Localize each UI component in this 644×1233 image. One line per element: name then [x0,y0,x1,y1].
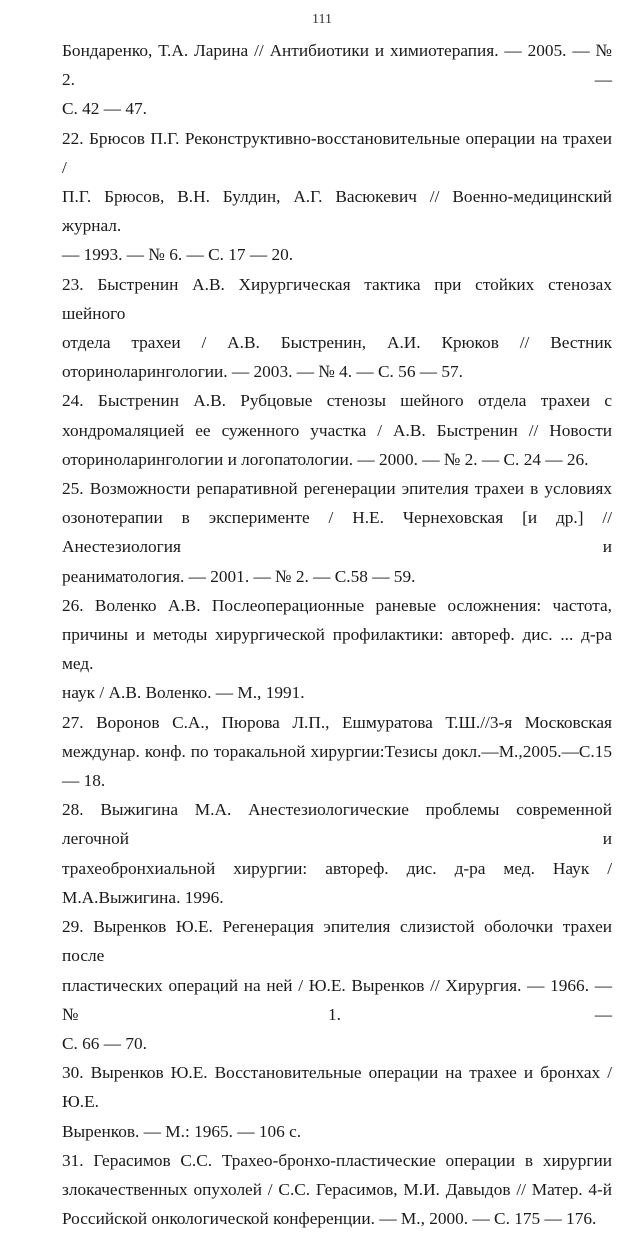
reference-line: 28. Выжигина М.А. Анестезиологические проблемы современной легочной и [62,800,612,849]
reference-entry [62,270,612,387]
reference-line: — 1993. — № 6. — С. 17 — 20. [62,245,294,265]
reference-line: С. 42 — 47. [62,99,147,119]
reference-entry [62,124,612,270]
reference-entry [62,1146,612,1233]
reference-line: 24. Быстренин А.В. Рубцовые стенозы шейного отдела трахеи с [62,391,612,411]
reference-entry [62,386,612,474]
reference-line: С. 66 — 70. [62,1033,147,1053]
reference-line: хондромаляцией ее суженного участка / А.В. Быстренин // Новости [62,420,612,440]
reference-line: отдела трахеи / А.В. Быстренин, А.И. Крюков // Вестник [62,333,612,353]
reference-line: 30. Выренков Ю.Е. Восстановительные операции на трахее и бронхах / Ю.Е. [62,1063,612,1112]
reference-line: 23. Быстренин А.В. Хирургическая тактика при стойких стенозах шейного [62,274,612,323]
reference-line: оториноларингологии. — 2003. — № 4. — С. 56 — 57. [62,362,463,382]
reference-line: реаниматология. — 2001. — № 2. — С.58 — 59. [62,566,416,586]
reference-line: 22. Брюсов П.Г. Реконструктивно-восстановительные операции на трахеи / [62,128,612,177]
reference-entry [62,795,612,912]
reference-line: 31. Герасимов С.С. Трахео-бронхо-пластические операции в хирургии [62,1150,612,1170]
reference-line: П.Г. Брюсов, В.Н. Булдин, А.Г. Васюкевич // Военно-медицинский журнал. [62,187,612,236]
reference-line: М.А.Выжигина. 1996. [62,887,224,907]
reference-line: междунар. конф. по торакальной хирургии:Тезисы докл.—М.,2005.—С.15— 18. [62,741,612,791]
reference-line: трахеобронхиальной хирургии: автореф. дис. д-ра мед. Наук / [62,858,612,878]
reference-list [62,36,612,1233]
reference-line: оториноларингологии и логопатологии. — 2000. — № 2. — С. 24 — 26. [62,449,589,469]
reference-line: 29. Выренков Ю.Е. Регенерация эпителия слизистой оболочки трахеи после [62,917,612,966]
reference-line: злокачественных опухолей / С.С. Герасимов, М.И. Давыдов // Матер. 4-й [62,1179,612,1199]
reference-line: 25. Возможности репаративной регенерации эпителия трахеи в условиях [62,479,612,499]
reference-continuation [62,36,612,124]
reference-line: 26. Воленко А.В. Послеоперационные раневые осложнения: частота, [62,595,612,615]
reference-line: озонотерапии в эксперименте / Н.Е. Чернеховская [и др.] // Анестезиология и [62,508,612,557]
reference-line: Российской онкологической конференции. — М., 2000. — С. 175 — 176. [62,1209,597,1229]
reference-entry [62,474,612,591]
reference-entry [62,1058,612,1146]
reference-line: наук / А.В. Воленко. — М., 1991. [62,683,305,703]
reference-line: пластических операций на ней / Ю.Е. Выренков // Хирургия. — 1966. — №1. — [62,975,612,1024]
reference-line: 27. Воронов С.А., Пюрова Л.П., Ешмуратова Т.Ш.//3-я Московская [62,712,612,732]
reference-entry [62,912,612,1058]
reference-entry [62,591,612,708]
page-number: 111 [312,12,332,27]
reference-line: Выренков. — М.: 1965. — 106 с. [62,1121,302,1141]
reference-line: Бондаренко, Т.А. Ларина // Антибиотики и химиотерапия. — 2005. — № 2. — [62,41,612,90]
reference-entry [62,708,612,796]
reference-line: причины и методы хирургической профилактики: автореф. дис. ... д-ра мед. [62,625,612,674]
